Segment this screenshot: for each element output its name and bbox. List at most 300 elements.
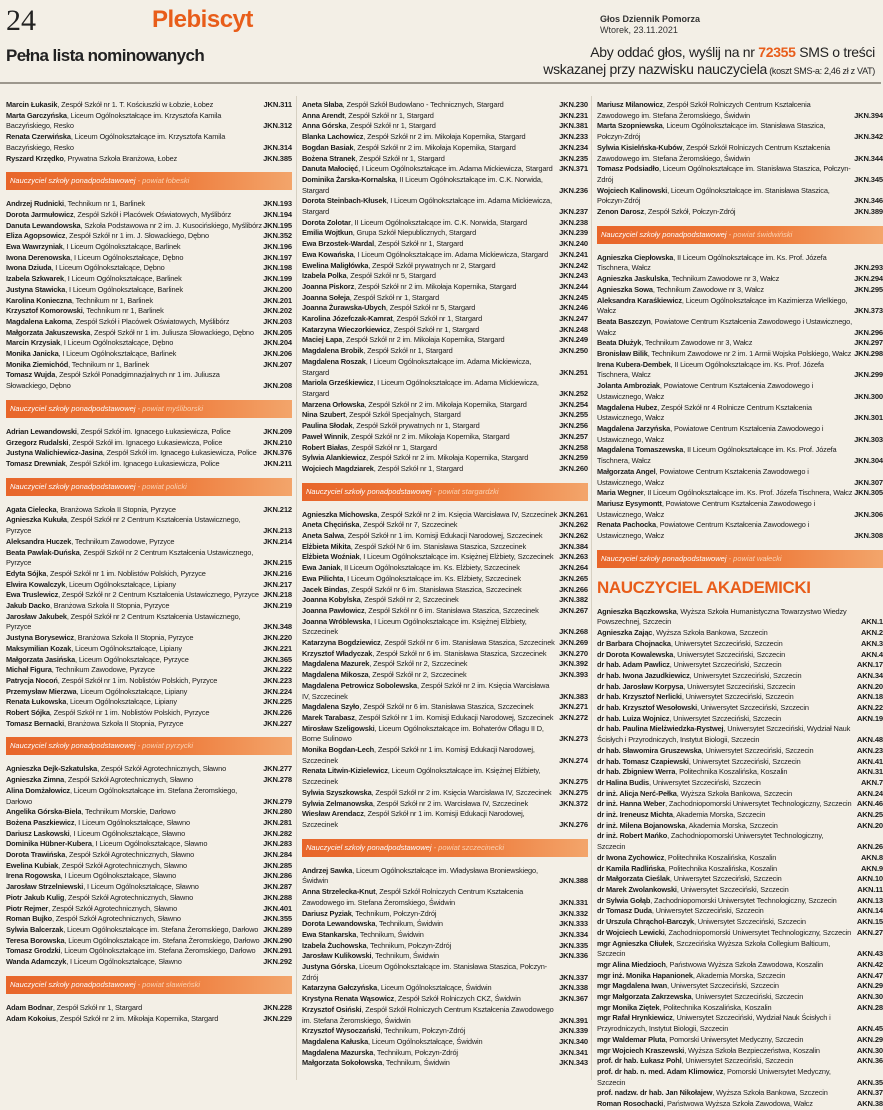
column-separator <box>591 96 592 1080</box>
sms-code: AKN.2 <box>860 628 883 638</box>
sms-code: AKN.13 <box>856 895 883 905</box>
nominee-entry <box>597 445 883 466</box>
nominee-school: , Zespół Szkół Agrotechnicznych, Sławno <box>51 914 181 924</box>
sms-code: AKN.29 <box>856 981 883 991</box>
sms-code: JKN.214 <box>263 536 292 546</box>
nominee-name: Mirosław Szeligowski <box>302 723 375 733</box>
nominee-entry <box>6 697 292 708</box>
nominee-name: Ewa Pilichta <box>302 573 344 583</box>
nominee-entry <box>302 745 588 766</box>
sms-code: JKN.251 <box>559 367 588 377</box>
sms-code: JKN.312 <box>263 121 292 131</box>
sms-code: JKN.352 <box>263 231 292 241</box>
nominee-entry <box>6 936 292 947</box>
category-label: Nauczyciel szkoły ponadpodstawowej <box>306 486 432 496</box>
nominee-name: Katarzyna Gałczyńska <box>302 983 378 993</box>
nominee-school: , I Liceum Ogólnokształcące, Barlinek <box>64 274 182 284</box>
nominee-school: , Uniwersytet Szczeciński, Szczecin <box>670 638 783 648</box>
nominee-entry <box>302 531 588 542</box>
nominee-school: , Powiatowe Centrum Kształcenia Zawodowego i Ustawicznego, Wałcz <box>597 316 852 337</box>
sms-code: JKN.208 <box>263 381 292 391</box>
nominee-entry <box>6 904 292 915</box>
nominee-entry <box>302 314 588 325</box>
sms-code: JKN.227 <box>263 718 292 728</box>
nominee-school: , Grupa Szkół Niepublicznych, Stargard <box>352 228 477 238</box>
nominee-name: Robert Białas <box>302 442 348 452</box>
column-2 <box>302 100 588 1080</box>
nominee-school: , Zespół Szkół nr 1 im. J. Słowackiego, Dębno <box>65 231 209 241</box>
nominee-entry <box>302 606 588 617</box>
nominee-entry <box>597 274 883 285</box>
nominee-school: , Zespół Szkół nr 6 im. Stanisława Staszica, Szczecinek <box>359 702 534 712</box>
nominee-entry <box>302 154 588 165</box>
nominee-school: , Liceum Ogólnokształcące im. Krzysztofa Kamila Baczyńskiego, Resko <box>6 110 222 131</box>
nominee-entry <box>6 644 292 655</box>
nominee-name: mgr Magdalena Iwan <box>597 981 667 991</box>
sms-code: JKN.218 <box>263 590 292 600</box>
sms-code: JKN.205 <box>263 327 292 337</box>
nominee-entry <box>597 499 883 520</box>
sms-code: JKN.308 <box>854 531 883 541</box>
sms-code: JKN.223 <box>263 675 292 685</box>
sms-code: JKN.297 <box>854 338 883 348</box>
nominee-entry <box>597 874 883 885</box>
nominee-entry <box>6 515 292 536</box>
sms-code: JKN.266 <box>559 584 588 594</box>
nominee-name: Ewa Kowańska <box>302 249 354 259</box>
nominee-entry <box>6 111 292 132</box>
sms-code: JKN.262 <box>559 520 588 530</box>
nominee-entry <box>6 231 292 242</box>
nominee-entry <box>302 994 588 1005</box>
nominee-school: , Branżowa Szkoła II Stopnia, Pyrzyce <box>64 718 184 728</box>
sms-code: JKN.238 <box>559 217 588 227</box>
nominee-name: prof. dr hab. Łukasz Pohl <box>597 1056 682 1066</box>
nominee-name: dr Tomasz Duda <box>597 906 652 916</box>
sms-code: AKN.7 <box>860 777 883 787</box>
nominee-school: , Technikum, Połczyn-Zdrój <box>380 1026 466 1036</box>
sms-code: AKN.26 <box>856 842 883 852</box>
sms-code: JKN.275 <box>559 777 588 787</box>
category-label: Nauczyciel szkoły ponadpodstawowej <box>306 842 432 852</box>
nominee-entry <box>302 659 588 670</box>
nominee-school: , Zachodniopomorski Uniwersytet Technologiczny, Szczecin <box>664 927 852 937</box>
nominee-entry <box>6 655 292 666</box>
nominee-school: , Zespół Szkół nr 1, Stargard <box>52 1002 143 1012</box>
nominee-entry <box>6 946 292 957</box>
region-label: - powiat pyrzycki <box>135 741 193 751</box>
nominee-name: Danuta Małocięć <box>302 164 359 174</box>
nominee-name: Renata Łukowska <box>6 697 67 707</box>
sms-code: JKN.263 <box>559 552 588 562</box>
nominee-school: , Technikum Zawodowe nr 2 im. 1 Armii Wojska Polskiego, Wałcz <box>647 349 852 359</box>
nominee-school: , Zachodniopomorski Uniwersytet Technologiczny, Szczecin <box>650 895 837 905</box>
nominee-name: Dorota Jarmułowicz <box>6 209 74 219</box>
nominee-name: Marta Garczyńska <box>6 110 67 120</box>
nominee-school: , Zespół Szkół nr 2, Szczecinek <box>368 670 467 680</box>
nominee-entry <box>597 607 883 628</box>
nominee-name: Ewelina Maligłówka <box>302 260 369 270</box>
nominee-entry <box>6 296 292 307</box>
sms-code: JKN.273 <box>559 734 588 744</box>
nominee-school: , Technikum nr 1, Barlinek <box>63 199 145 209</box>
nominee-school: , Zespół Szkół nr 2 im. Mikołaja Kopernika, Stargard <box>347 431 510 441</box>
nominee-school: , Zespół Szkół nr 2 im. Księcia Warcisława IV, Szczecinek <box>371 787 552 797</box>
nominee-name: Jolanta Ambroziak <box>597 381 660 391</box>
nominee-entry <box>6 253 292 264</box>
nominee-entry <box>6 687 292 698</box>
nominee-entry <box>302 649 588 660</box>
nominee-name: Agnieszka Bączkowska <box>597 606 677 616</box>
nominee-school: , Uniwersytet Szczeciński, Szczecin <box>683 681 796 691</box>
sms-code: JKN.193 <box>263 199 292 209</box>
nominee-name: Tomasz Drewniak <box>6 458 66 468</box>
sms-code: JKN.197 <box>263 252 292 262</box>
sms-code: JKN.305 <box>854 488 883 498</box>
nominee-entry <box>597 831 883 852</box>
nominee-entry <box>302 400 588 411</box>
sms-code: JKN.299 <box>854 370 883 380</box>
sms-code: AKN.20 <box>856 820 883 830</box>
nominee-name: Wojciech Kalinowski <box>597 185 668 195</box>
nominee-school: , Zespół Szkół nr 1, Stargard <box>392 314 483 324</box>
nominee-entry <box>597 360 883 381</box>
nominee-name: Robert Sójka <box>6 708 50 718</box>
nominee-school: , Wyższa Szkoła Humanistyczna Towarzystwo Wiedzy Powszechnej, Szczecin <box>597 606 847 627</box>
nominee-school: , Zespół Szkół nr 2 im. Księcia Warcisława IV, Szczecinek <box>302 680 550 701</box>
nominee-school: , I Liceum Ogólnokształcące, Barlinek <box>58 349 177 359</box>
nominee-name: Magdalena Tomaszewska <box>597 445 684 455</box>
nominee-name: dr hab. Jarosław Korpysa <box>597 681 684 691</box>
category-band <box>6 172 292 190</box>
nominee-name: dr hab. Sławomira Gruszewska <box>597 745 702 755</box>
nominee-name: Joanna Kobylska <box>302 595 361 605</box>
nominee-school: , Zespół Szkół im. Ignacego Łukasiewicza, Police <box>102 448 257 458</box>
nominee-name: Ewa Stankarska <box>302 929 357 939</box>
nominee-entry <box>6 818 292 829</box>
newspaper-name: Głos Dziennik Pomorza <box>600 14 701 24</box>
nominee-entry <box>302 218 588 229</box>
nominee-name: Blanka Lachowicz <box>302 132 364 142</box>
nominee-school: , Zespół Szkół nr 2 im. Mikołaja Kopernika, Stargard <box>353 142 516 152</box>
nominee-name: dr Iwona Zychowicz <box>597 852 665 862</box>
nominee-school: , Zespół Szkół nr 2 Centrum Kształcenia Ustawicznego, Pyrzyce <box>6 515 241 536</box>
nominee-school: , Zespół Szkół nr 5, Stargard <box>346 271 436 281</box>
nominee-name: Dominika Żarska-Kornalska <box>302 174 396 184</box>
sms-code: JKN.296 <box>854 327 883 337</box>
nominee-name: Magdalena Mazurska <box>302 1047 374 1057</box>
nominee-school: , Zespół Szkół i Placówek Oświatowych, Myślibórz <box>73 209 232 219</box>
sms-code: JKN.365 <box>263 654 292 664</box>
sms-code: JKN.244 <box>559 281 588 291</box>
category-label: Nauczyciel szkoły ponadpodstawowej <box>601 229 727 239</box>
nominee-name: mgr Monika Ziętek <box>597 1002 660 1012</box>
sms-code: JKN.343 <box>559 1058 588 1068</box>
nominee-entry <box>597 714 883 725</box>
nominee-name: Dorota Zolotar <box>302 217 351 227</box>
nominee-school: , Technikum, Świdwin <box>375 919 443 929</box>
category-label: Nauczyciel szkoły ponadpodstawowej <box>601 553 727 563</box>
nominee-name: Aneta Słaba <box>302 100 343 109</box>
nominee-entry <box>302 282 588 293</box>
nominee-school: , Technikum Zawodowe nr 3, Wałcz <box>641 338 753 348</box>
nominee-entry <box>302 799 588 810</box>
sms-code: JKN.348 <box>263 622 292 632</box>
nominee-school: , II Liceum Ogólnokształcące im. C.K. Norwida, Stargard <box>350 217 527 227</box>
nominee-name: dr Wojciech Lewicki <box>597 927 665 937</box>
nominee-entry <box>6 274 292 285</box>
region-label: - powiat myśliborski <box>135 403 203 413</box>
region-label: - powiat szczecinecki <box>431 842 505 852</box>
nominee-entry <box>302 453 588 464</box>
nominee-name: Eliza Agopsowicz <box>6 231 66 241</box>
nominee-school: , Uniwersytet Szczeciński, Wydział Nauk Ścisłych i Przyrodniczych, Instytut Biologii, Szczecin <box>597 1013 831 1034</box>
sms-code: JKN.220 <box>263 633 292 643</box>
nominee-school: , I Liceum Ogólnokształcące im. Adama Mickiewicza, Stargard <box>302 196 552 217</box>
sms-code: JKN.249 <box>559 335 588 345</box>
nominee-entry <box>6 360 292 371</box>
sms-code: JKN.381 <box>559 121 588 131</box>
nominee-entry <box>302 1058 588 1069</box>
nominee-entry <box>302 638 588 649</box>
nominee-entry <box>302 175 588 196</box>
nominee-entry <box>302 357 588 378</box>
nominee-entry <box>6 317 292 328</box>
nominee-name: Bożena Stranek <box>302 153 356 163</box>
nominee-school: , Liceum Ogólnokształcące, Pyrzyce <box>75 654 189 664</box>
nominee-entry <box>597 628 883 639</box>
nominee-name: Justyna Górska <box>302 962 356 972</box>
nominee-school: , Zespół Szkół nr 2 im. Mikołaja Kopernika, Stargard <box>364 399 527 409</box>
nominee-school: , Powiatowe Centrum Kształcenia Zawodowego i Ustawicznego, Wałcz <box>597 520 810 541</box>
sms-code: JKN.342 <box>854 132 883 142</box>
nominee-name: Małgorzata Jakuszewska <box>6 327 91 337</box>
sms-code: JKN.373 <box>854 306 883 316</box>
nominee-school: , I Liceum Ogólnokształcące im. Księżnej Elżbiety, Szczecinek <box>359 552 554 562</box>
nominee-school: , Akademia Morska, Szczecin <box>672 810 766 820</box>
sms-code: JKN.207 <box>263 359 292 369</box>
nominee-school: , Zespół Szkół im. Ignacego Łukasiewicza, Police <box>68 437 223 447</box>
nominee-school: , Zespół Szkół nr 1, Stargard <box>373 463 464 473</box>
sms-code: JKN.384 <box>559 541 588 551</box>
nominee-entry <box>6 590 292 601</box>
nominee-name: Małgorzata Angel <box>597 466 656 476</box>
sms-code: JKN.242 <box>559 260 588 270</box>
nominee-school: , Prywatna Szkoła Branżowa, Łobez <box>63 153 178 163</box>
sms-code: AKN.35 <box>856 1077 883 1087</box>
nominee-entry <box>302 941 588 952</box>
nominee-name: Jarosław Strzelniewski <box>6 882 84 892</box>
sms-code: JKN.331 <box>559 897 588 907</box>
nominee-school: , I Liceum Ogólnokształcące im. Adama Mickiewicza, Stargard <box>353 249 549 259</box>
nominee-name: mgr Alina Miedzioch <box>597 959 666 969</box>
nominee-school: , Uniwersytet Szczeciński, Szczecin <box>651 906 764 916</box>
nominee-name: Krzysztof Komorowski <box>6 306 83 316</box>
nominee-name: Magdalena Mazurek <box>302 659 370 669</box>
nominee-entry <box>6 861 292 872</box>
nominee-name: Agnieszka Jaskulska <box>597 274 669 284</box>
nominee-name: Sylwia Alankiewicz <box>302 453 366 463</box>
sms-code: JKN.340 <box>559 1036 588 1046</box>
nominee-name: Ewelina Kubiak <box>6 860 59 870</box>
nominee-name: Izabela Żuchowska <box>302 940 367 950</box>
nominee-name: Joanna Wróblewska <box>302 616 371 626</box>
nominee-entry <box>302 919 588 930</box>
sms-code: JKN.394 <box>854 110 883 120</box>
nominee-school: , Zespół Szkół nr 1 im. Komisji Edukacji Narodowej, Szczecinek <box>302 809 525 829</box>
nominee-entry <box>597 757 883 768</box>
nominee-entry <box>6 775 292 786</box>
sms-code: JKN.229 <box>263 1013 292 1023</box>
nominee-school: , Politechnika Koszalińska, Koszalin <box>664 863 777 873</box>
nominee-entry <box>302 250 588 261</box>
sms-code: JKN.258 <box>559 442 588 452</box>
section-title: Plebiscyt <box>152 6 253 33</box>
nominee-entry <box>302 432 588 443</box>
sms-code: JKN.372 <box>559 798 588 808</box>
nominee-name: Elżbieta Woźniak <box>302 552 360 562</box>
nominee-name: dr Halina Budis <box>597 777 649 787</box>
nominee-school: , I Liceum Ogólnokształcące, Dębno <box>70 252 184 262</box>
category-band <box>6 400 292 418</box>
nominee-name: mgr Waldemar Pluta <box>597 1034 666 1044</box>
nominee-name: Danuta Lewandowska <box>6 220 81 230</box>
nominee-entry <box>302 378 588 399</box>
nominee-school: , Zespół Szkół im. Ignacego Łukasiewicza, Police <box>76 426 231 436</box>
nominee-entry <box>6 349 292 360</box>
region-label: - powiat policki <box>135 481 187 491</box>
sms-code: JKN.216 <box>263 568 292 578</box>
nominee-name: Katarzyna Wieczorkiewicz <box>302 324 390 334</box>
category-label: Nauczyciel szkoły ponadpodstawowej <box>10 481 136 491</box>
sms-code: JKN.283 <box>263 839 292 849</box>
nominee-name: Iwona Dziuda <box>6 263 52 273</box>
nominee-school: , Zespół Szkół Budowlano - Technicznych, Stargard <box>342 100 504 109</box>
nominee-school: , Zespół Szkół nr 1 im. Noblistów Polskich, Pyrzyce <box>46 568 206 578</box>
nominee-school: , I Liceum Ogólnokształcące, Sławno <box>83 882 199 892</box>
nominee-name: Andrzej Rudnicki <box>6 199 64 209</box>
nominee-school: , Liceum Ogólnokształcące im. Stefana Żeromskiego, Darłowo <box>6 785 238 806</box>
nominee-school: , I Liceum Ogólnokształcące, Sławno <box>69 828 186 838</box>
nominee-entry <box>302 164 588 175</box>
sms-code: AKN.27 <box>856 927 883 937</box>
sms-code: JKN.355 <box>263 914 292 924</box>
nominee-entry <box>597 121 883 142</box>
nominee-entry <box>597 1088 883 1099</box>
sms-number: 72355 <box>758 44 796 60</box>
voting-text-mid: SMS o treści <box>795 44 875 60</box>
nominee-name: dr inż. Ireneusz Michta <box>597 810 673 820</box>
nominee-entry <box>302 303 588 314</box>
sms-code: JKN.265 <box>559 573 588 583</box>
nominee-name: Maciej Łapa <box>302 335 343 345</box>
nominee-school: , Zespół Szkół nr 1 im. Noblistów Polskich, Pyrzyce <box>49 708 210 718</box>
nominee-name: Izabela Polka <box>302 271 347 281</box>
nominee-name: Alina Domżałowicz <box>6 785 70 795</box>
nominee-school: , I Liceum Ogólnokształcące, Sławno <box>74 817 190 827</box>
nominee-school: , Technikum nr 1, Barlinek <box>68 359 150 369</box>
nominee-name: dr hab. Krzysztof Nerlicki <box>597 692 682 702</box>
nominee-school: , Pomorski Uniwersytet Medyczny, Szczecin <box>597 1066 831 1087</box>
nominee-school: , Zespół Szkół nr 1, Stargard <box>344 110 434 120</box>
sms-code: AKN.31 <box>856 767 883 777</box>
nominee-entry <box>302 788 588 799</box>
nominee-entry <box>6 100 292 111</box>
nominee-entry <box>302 585 588 596</box>
nominee-school: , I Liceum Ogólnokształcące, Barlinek <box>62 242 181 252</box>
category-band <box>302 483 588 501</box>
nominee-entry <box>6 285 292 296</box>
sms-code: JKN.260 <box>559 463 588 473</box>
sms-code: JKN.337 <box>559 972 588 982</box>
nominee-entry <box>6 676 292 687</box>
category-label: Nauczyciel szkoły ponadpodstawowej <box>10 176 136 186</box>
nominee-name: Ewa Brzostek-Wardal <box>302 239 375 249</box>
sms-code: AKN.38 <box>856 1099 883 1109</box>
column-3 <box>597 100 883 1109</box>
nominee-school: , Liceum Ogólnokształcące, Lipiany <box>71 643 182 653</box>
sms-code: JKN.206 <box>263 349 292 359</box>
nominee-name: dr inż. Milena Bojanowska <box>597 820 686 830</box>
sms-code: AKN.36 <box>856 1056 883 1066</box>
nominee-name: Adam Bodnar <box>6 1002 53 1012</box>
nominee-name: Dorota Steinbach-Kłusek <box>302 196 387 206</box>
nominee-name: Aneta Chęcińska <box>302 520 360 530</box>
nominee-entry <box>6 132 292 153</box>
nominee-school: , Uniwersytet Szczeciński, Szczecin <box>648 777 761 787</box>
sms-code: JKN.195 <box>263 220 292 230</box>
nominee-name: Anna Strzelecka-Knut <box>302 887 376 897</box>
nominee-school: , Uniwersytet Szczeciński, Szczecin <box>667 981 779 991</box>
sms-code: AKN.30 <box>856 1045 883 1055</box>
sms-code: AKN.30 <box>856 992 883 1002</box>
sms-code: JKN.224 <box>263 686 292 696</box>
nominee-entry <box>597 896 883 907</box>
sms-code: JKN.289 <box>263 925 292 934</box>
sms-code: JKN.222 <box>263 665 292 675</box>
sms-code: JKN.290 <box>263 935 292 945</box>
nominee-entry <box>302 520 588 531</box>
nominee-entry <box>597 1046 883 1057</box>
nominee-name: Justyna Walichiewicz-Jasina <box>6 448 103 458</box>
nominee-school: , Zespół Szkół nr 1, Stargard <box>349 292 440 302</box>
sms-code: JKN.254 <box>559 399 588 409</box>
sms-code: JKN.274 <box>559 755 588 765</box>
sms-code: JKN.314 <box>263 142 292 152</box>
nominee-name: dr hab. Tomasz Czapiewski <box>597 756 689 766</box>
nominee-entry <box>597 810 883 821</box>
nominee-school: , Zespół Szkół nr 6 im. Stanisława Staszica, Szczecinek <box>380 638 555 648</box>
sms-code: JKN.215 <box>263 558 292 568</box>
sms-code: JKN.291 <box>263 946 292 956</box>
sms-code: AKN.41 <box>856 756 883 766</box>
nominee-school: , Zespół Szkół Agrotechnicznych, Sławno <box>65 850 195 860</box>
nominee-entry <box>6 850 292 861</box>
nominee-name: Krzysztof Osiński <box>302 1004 362 1014</box>
nominee-name: Marzena Orłowska <box>302 399 365 409</box>
sms-code: JKN.385 <box>263 153 292 163</box>
nominee-entry <box>597 349 883 360</box>
region-label: - powiat wałecki <box>726 553 782 563</box>
nominee-entry <box>597 317 883 338</box>
nominee-name: Karolina Konieczna <box>6 295 72 305</box>
nominee-school: , Zespół Szkół nr 1 im. Komisji Edukacji Narodowej, Szczecinek <box>302 745 535 765</box>
nominee-name: Tomasz Wujda <box>6 370 56 380</box>
sms-code: JKN.233 <box>559 132 588 142</box>
nominee-name: Beata Dłużyk <box>597 338 642 348</box>
sms-code: JKN.332 <box>559 908 588 918</box>
nominee-school: , Zespół Szkół nr 2, Szczecinek <box>369 659 468 669</box>
